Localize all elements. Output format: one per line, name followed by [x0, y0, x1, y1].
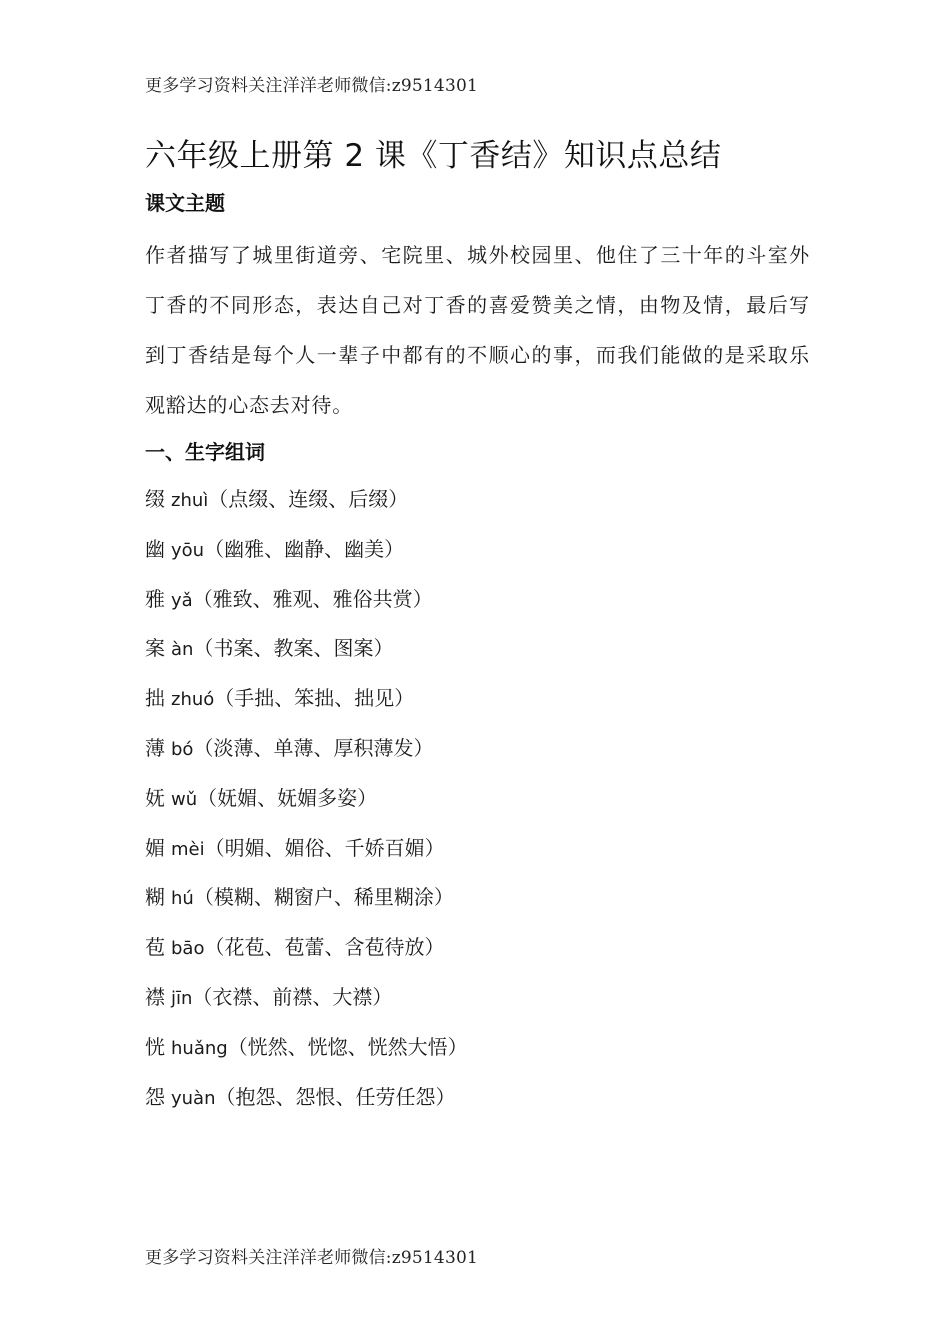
vocab-pinyin: zhuó: [171, 689, 215, 711]
vocab-pinyin: wǔ: [171, 788, 198, 810]
vocab-item: [145, 624, 468, 674]
vocab-pinyin: bāo: [171, 938, 205, 960]
vocab-words: （抱怨、怨恨、任劳任怨）: [215, 1084, 456, 1109]
vocab-pinyin: àn: [171, 639, 194, 661]
vocab-item: [145, 674, 468, 724]
vocab-words: （书案、教案、图案）: [193, 636, 394, 661]
vocab-words: （手拙、笨拙、拙见）: [214, 686, 415, 711]
vocab-char: 缀: [145, 487, 165, 511]
vocab-pinyin: yuàn: [171, 1087, 216, 1109]
vocab-item: [145, 923, 468, 973]
vocab-words: （幽雅、幽静、幽美）: [204, 536, 405, 561]
vocab-char: 怨: [145, 1084, 165, 1109]
vocab-pinyin: jīn: [171, 987, 193, 1009]
vocab-char: 媚: [145, 835, 165, 860]
vocab-char: 拙: [145, 686, 165, 711]
vocab-item: [145, 1023, 468, 1073]
vocab-words: （花苞、苞蕾、含苞待放）: [204, 935, 445, 960]
vocab-item: [145, 575, 468, 625]
vocab-words: （点缀、连缀、后缀）: [208, 487, 409, 511]
vocab-char: 案: [145, 636, 165, 661]
vocab-words: （雅致、雅观、雅俗共赏）: [192, 586, 433, 611]
vocab-item: [145, 873, 468, 923]
vocab-item: [145, 525, 468, 575]
footer-note: 更多学习资料关注洋洋老师微信:z9514301: [145, 1248, 478, 1268]
vocab-item: [145, 1073, 468, 1123]
vocab-item: [145, 824, 468, 874]
vocab-words: （衣襟、前襟、大襟）: [192, 984, 393, 1009]
vocab-words: （模糊、糊窗户、稀里糊涂）: [193, 885, 454, 910]
vocab-char: 妩: [145, 785, 165, 810]
vocab-item: [145, 724, 468, 774]
vocab-words: （明媚、媚俗、千娇百媚）: [204, 835, 445, 860]
vocab-pinyin: yōu: [171, 539, 205, 561]
vocab-item: [145, 973, 468, 1023]
vocab-list: [145, 475, 468, 1122]
header-note: 更多学习资料关注洋洋老师微信:z9514301: [145, 76, 478, 96]
vocab-pinyin: hú: [171, 888, 194, 910]
vocab-char: 襟: [145, 984, 165, 1009]
vocab-char: 雅: [145, 586, 165, 611]
vocab-item: [145, 774, 468, 824]
vocab-char: 恍: [145, 1034, 165, 1059]
vocab-words: （妩媚、妩媚多姿）: [197, 785, 378, 810]
vocab-pinyin: yǎ: [171, 589, 193, 611]
vocab-item: [145, 475, 468, 525]
vocab-char: 苞: [145, 935, 165, 960]
vocab-pinyin: mèi: [171, 838, 205, 860]
page-title: 六年级上册第 2 课《丁香结》知识点总结: [145, 138, 722, 174]
vocab-char: 糊: [145, 885, 165, 910]
vocab-char: 幽: [145, 536, 165, 561]
vocab-pinyin: huǎng: [171, 1037, 228, 1059]
vocab-pinyin: zhuì: [171, 490, 209, 511]
vocab-words: （恍然、恍惚、恍然大悟）: [227, 1034, 468, 1059]
theme-heading: 课文主题: [145, 191, 225, 215]
vocab-pinyin: bó: [171, 738, 194, 760]
vocab-heading: 一、生字组词: [145, 440, 265, 464]
theme-paragraph: 作者描写了城里街道旁、宅院里、城外校园里、他住了三十年的斗室外丁香的不同形态，表达自己对丁香的喜爱赞美之情，由物及情，最后写到丁香结是每个人一辈子中都有的不顺心的事，而我们能做的是采取乐观豁达的心态去对待。: [145, 243, 810, 417]
vocab-words: （淡薄、单薄、厚积薄发）: [193, 735, 434, 760]
vocab-char: 薄: [145, 735, 165, 760]
